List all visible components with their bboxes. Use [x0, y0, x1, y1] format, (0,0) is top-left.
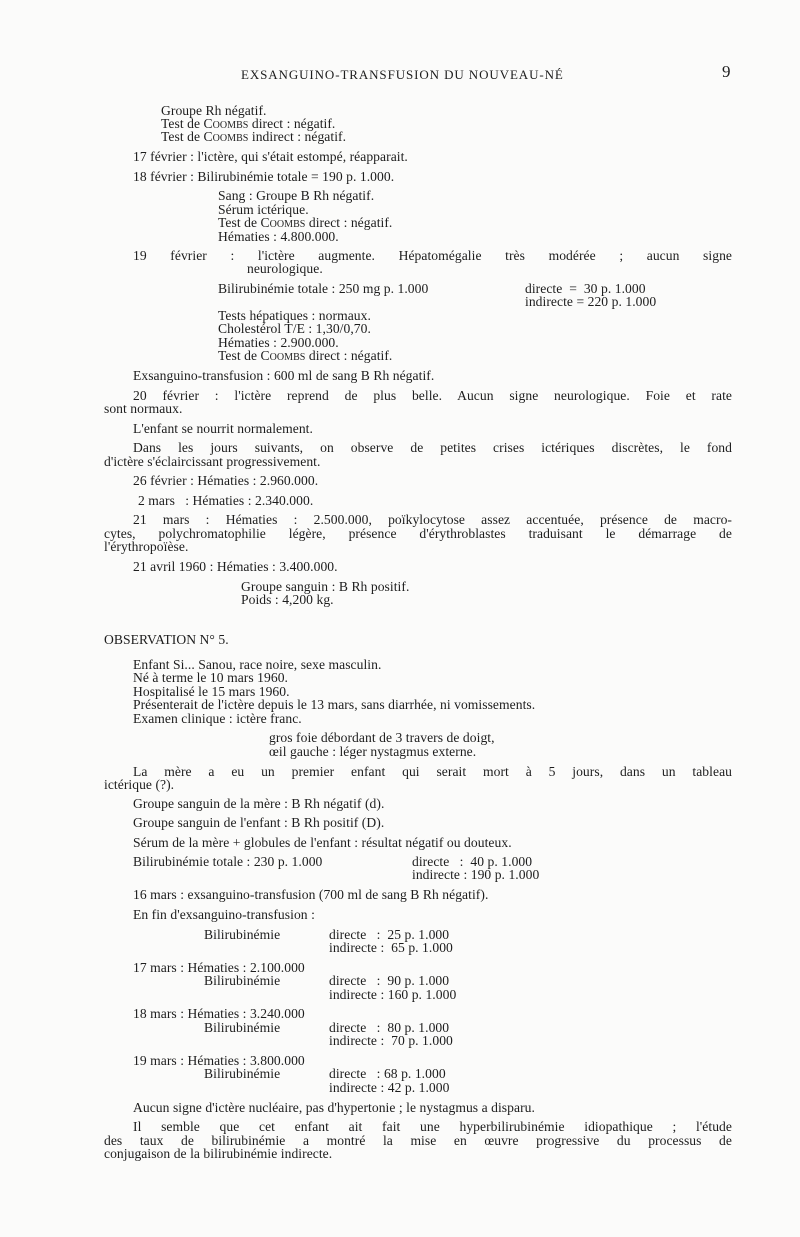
text-line: Hématies : 4.800.000. — [218, 229, 339, 244]
text-line: La mère a eu un premier enfant qui serait mort à 5 jours, dans un tableau — [133, 764, 732, 779]
text-line: Bilirubinémie totale : 250 mg p. 1.000 — [218, 281, 429, 296]
text-line: 16 mars : exsanguino-transfusion (700 ml de sang B Rh négatif). — [133, 887, 489, 902]
text-line: directe : 80 p. 1.000 — [329, 1020, 450, 1035]
text-line: indirecte : 70 p. 1.000 — [329, 1033, 453, 1048]
text-line: L'enfant se nourrit normalement. — [133, 421, 313, 436]
text-line: d'ictère s'éclaircissant progressivement. — [104, 454, 321, 469]
text-line: 21 mars : Hématies : 2.500.000, poïkylocytose assez accentuée, présence de macro- — [133, 512, 732, 527]
text-line: En fin d'exsanguino-transfusion : — [133, 907, 315, 922]
text-line: directe : 68 p. 1.000 — [329, 1066, 446, 1081]
text-line: Groupe sanguin de la mère : B Rh négatif (d). — [133, 796, 385, 811]
text-line: Groupe sanguin : B Rh positif. — [241, 579, 410, 594]
text-line: Hospitalisé le 15 mars 1960. — [133, 684, 290, 699]
text-line: indirecte = 220 p. 1.000 — [525, 294, 657, 309]
running-header: EXSANGUINO-TRANSFUSION DU NOUVEAU-NÉ — [241, 67, 564, 82]
text-line: directe : 25 p. 1.000 — [329, 927, 450, 942]
text-line: Sang : Groupe B Rh négatif. — [218, 188, 375, 203]
text-line: des taux de bilirubinémie a montré la mise en œuvre progressive du processus de — [104, 1133, 732, 1148]
text-line: directe : 40 p. 1.000 — [412, 854, 533, 869]
text-line: Cholestérol T/E : 1,30/0,70. — [218, 321, 371, 336]
text-line: Test de Coombs indirect : négatif. — [161, 129, 347, 144]
text-line: Bilirubinémie — [204, 927, 281, 942]
text-line: 21 avril 1960 : Hématies : 3.400.000. — [133, 559, 338, 574]
section-heading: OBSERVATION N° 5. — [104, 632, 229, 647]
text-line: Bilirubinémie — [204, 1066, 281, 1081]
text-line: 2 mars : Hématies : 2.340.000. — [138, 493, 314, 508]
text-line: neurologique. — [247, 261, 323, 276]
text-line: Test de Coombs direct : négatif. — [218, 348, 393, 363]
text-line: indirecte : 65 p. 1.000 — [329, 940, 453, 955]
text-line: Test de Coombs direct : négatif. — [161, 116, 336, 131]
text-line: indirecte : 190 p. 1.000 — [412, 867, 540, 882]
text-line: Tests hépatiques : normaux. — [218, 308, 371, 323]
text-line: Bilirubinémie — [204, 1020, 281, 1035]
text-line: Aucun signe d'ictère nucléaire, pas d'hypertonie ; le nystagmus a disparu. — [133, 1100, 535, 1115]
text-line: Il semble que cet enfant ait fait une hyperbilirubinémie idiopathique ; l'étude — [133, 1119, 732, 1134]
text-line: Groupe sanguin de l'enfant : B Rh positif (D). — [133, 815, 385, 830]
text-line: Bilirubinémie — [204, 973, 281, 988]
text-line: Né à terme le 10 mars 1960. — [133, 670, 288, 685]
text-line: conjugaison de la bilirubinémie indirecte. — [104, 1146, 333, 1161]
text-line: Sérum ictérique. — [218, 202, 309, 217]
text-line: 19 mars : Hématies : 3.800.000 — [133, 1053, 305, 1068]
text-line: ictérique (?). — [104, 777, 175, 792]
text-line: Poids : 4,200 kg. — [241, 592, 334, 607]
text-line: l'érythropoïèse. — [104, 539, 189, 554]
text-line: Enfant Si... Sanou, race noire, sexe masculin. — [133, 657, 382, 672]
text-line: œil gauche : léger nystagmus externe. — [269, 744, 477, 759]
text-line: 17 février : l'ictère, qui s'était estompé, réapparait. — [133, 149, 408, 164]
text-line: Sérum de la mère + globules de l'enfant : résultat négatif ou douteux. — [133, 835, 512, 850]
text-line: Dans les jours suivants, on observe de petites crises ictériques discrètes, le fond — [133, 440, 732, 455]
text-line: 17 mars : Hématies : 2.100.000 — [133, 960, 305, 975]
text-line: directe : 90 p. 1.000 — [329, 973, 450, 988]
text-line: gros foie débordant de 3 travers de doigt, — [269, 730, 495, 745]
text-line: 20 février : l'ictère reprend de plus belle. Aucun signe neurologique. Foie et rate — [133, 388, 732, 403]
text-line: sont normaux. — [104, 401, 183, 416]
text-line: Groupe Rh négatif. — [161, 103, 267, 118]
text-line: cytes, polychromatophilie légère, présence d'érythroblastes traduisant le démarrage de — [104, 526, 732, 541]
text-line: Bilirubinémie totale : 230 p. 1.000 — [133, 854, 323, 869]
text-line: 18 février : Bilirubinémie totale = 190 p. 1.000. — [133, 169, 395, 184]
text-line: Examen clinique : ictère franc. — [133, 711, 302, 726]
text-line: Présenterait de l'ictère depuis le 13 mars, sans diarrhée, ni vomissements. — [133, 697, 536, 712]
text-line: indirecte : 160 p. 1.000 — [329, 987, 457, 1002]
text-line: Test de Coombs direct : négatif. — [218, 215, 393, 230]
text-line: Hématies : 2.900.000. — [218, 335, 339, 350]
text-line: directe = 30 p. 1.000 — [525, 281, 646, 296]
text-line: 26 février : Hématies : 2.960.000. — [133, 473, 319, 488]
text-line: 18 mars : Hématies : 3.240.000 — [133, 1006, 305, 1021]
page-number: 9 — [722, 62, 731, 81]
text-line: 19 février : l'ictère augmente. Hépatomégalie très modérée ; aucun signe — [133, 248, 732, 263]
text-line: Exsanguino-transfusion : 600 ml de sang B Rh négatif. — [133, 368, 435, 383]
text-line: indirecte : 42 p. 1.000 — [329, 1080, 450, 1095]
